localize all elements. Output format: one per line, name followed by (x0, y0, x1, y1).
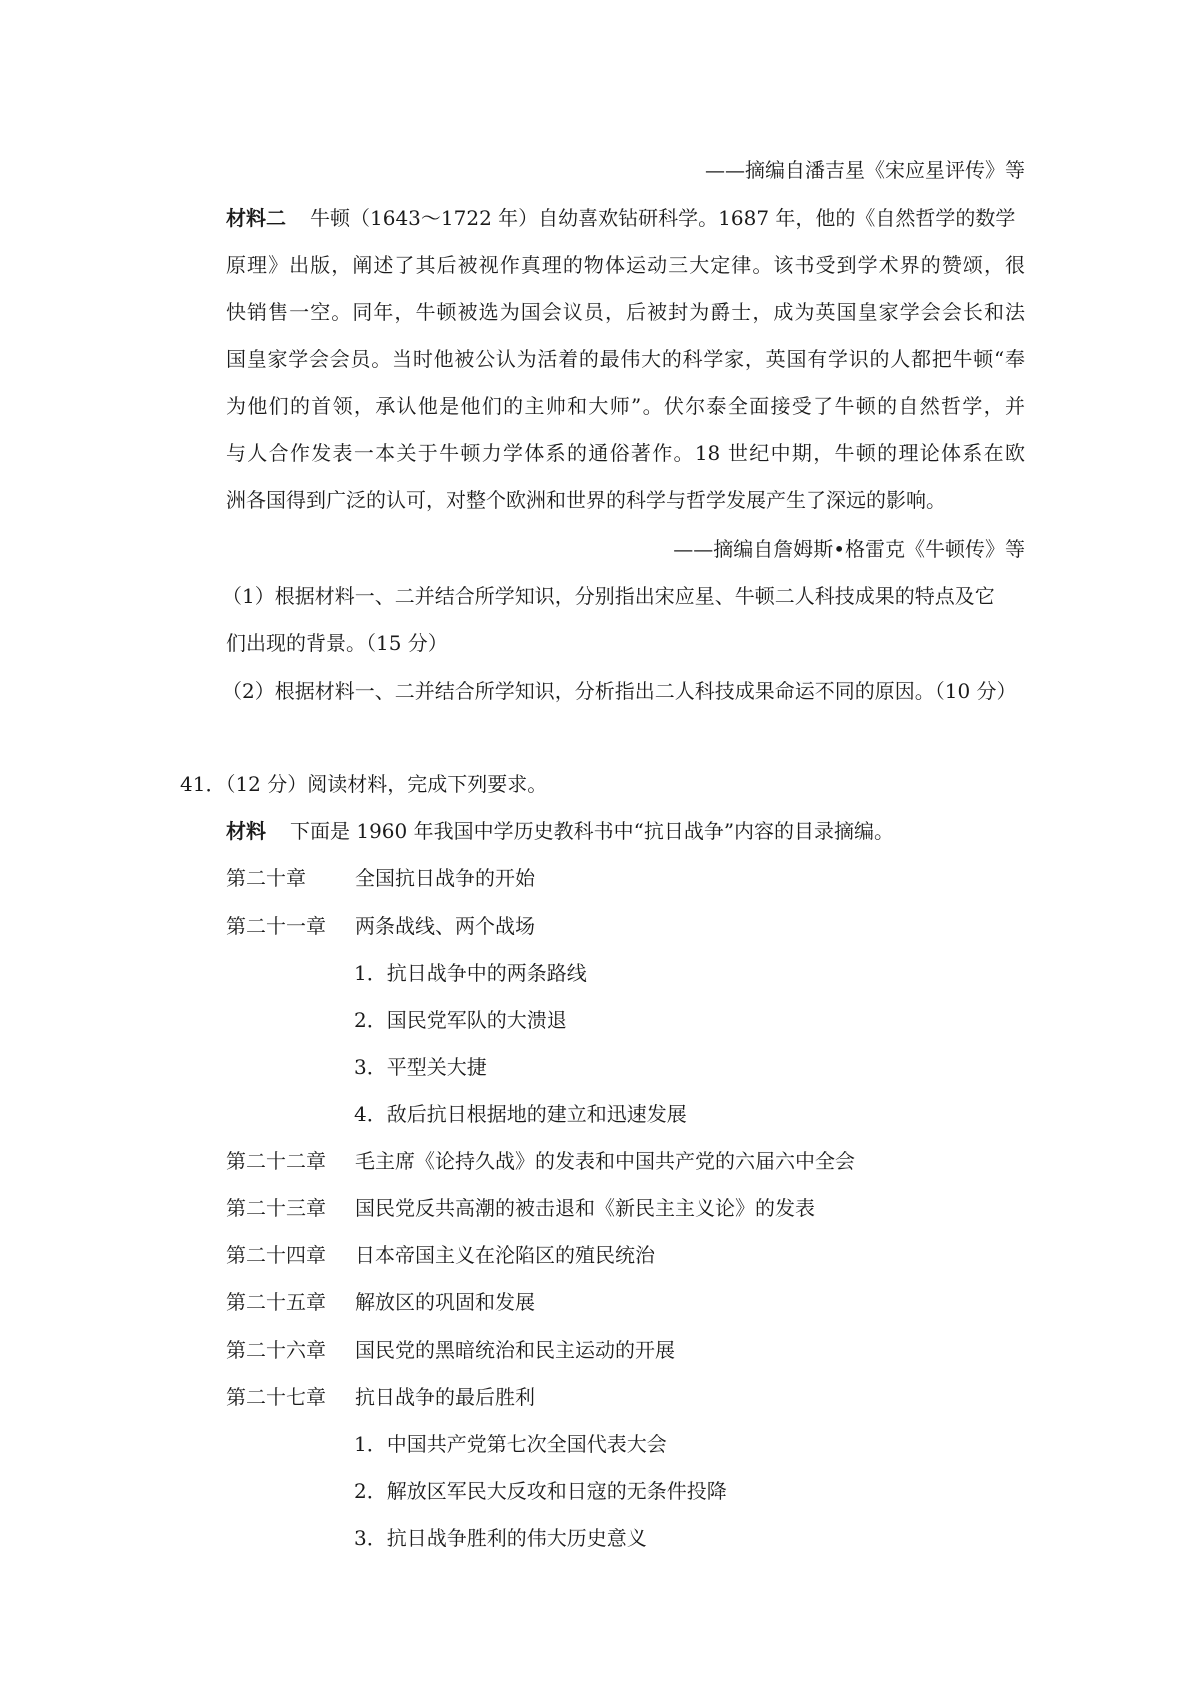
material-2-line: 为他们的首领，承认他是他们的主帅和大师”。伏尔泰全面接受了牛顿的自然哲学，并 (226, 394, 1025, 418)
question-2: （2）根据材料一、二并结合所学知识，分析指出二人科技成果命运不同的原因。（10 分） (222, 679, 1017, 703)
toc-chapter: 第二十二章 (226, 1149, 326, 1173)
question-41-header: 41．（12 分）阅读材料，完成下列要求。 (180, 772, 548, 796)
toc-chapter-title: 解放区的巩固和发展 (355, 1290, 535, 1314)
toc-chapter: 第二十五章 (226, 1290, 326, 1314)
material-2-line: 洲各国得到广泛的认可，对整个欧洲和世界的科学与哲学发展产生了深远的影响。 (226, 488, 946, 512)
toc-chapter-title: 全国抗日战争的开始 (355, 866, 535, 890)
toc-chapter-title: 日本帝国主义在沦陷区的殖民统治 (355, 1243, 655, 1267)
toc-chapter-title: 毛主席《论持久战》的发表和中国共产党的六届六中全会 (355, 1149, 855, 1173)
material-2-line: 原理》出版，阐述了其后被视作真理的物体运动三大定律。该书受到学术界的赞颂，很 (226, 253, 1025, 277)
material-2-line: 国皇家学会会员。当时他被公认为活着的最伟大的科学家，英国有学识的人都把牛顿“奉 (226, 347, 1025, 371)
material-text: 下面是 1960 年我国中学历史教科书中“抗日战争”内容的目录摘编。 (290, 819, 895, 843)
material-label: 材料 (226, 819, 266, 843)
toc-chapter: 第二十章 (226, 866, 306, 890)
toc-chapter: 第二十七章 (226, 1385, 326, 1409)
toc-sub-item: 1．中国共产党第七次全国代表大会 (354, 1432, 667, 1456)
material-2-line: 与人合作发表一本关于牛顿力学体系的通俗著作。18 世纪中期，牛顿的理论体系在欧 (226, 441, 1025, 465)
material-2-line: 牛顿（1643～1722 年）自幼喜欢钻研科学。1687 年，他的《自然哲学的数学 (310, 206, 1016, 230)
question-1-line-1: （1）根据材料一、二并结合所学知识，分别指出宋应星、牛顿二人科技成果的特点及它 (222, 584, 995, 608)
toc-sub-item: 4．敌后抗日根据地的建立和迅速发展 (354, 1102, 687, 1126)
material-2-line: 快销售一空。同年，牛顿被选为国会议员，后被封为爵士，成为英国皇家学会会长和法 (226, 300, 1025, 324)
toc-chapter-title: 国民党的黑暗统治和民主运动的开展 (355, 1338, 675, 1362)
toc-sub-item: 1．抗日战争中的两条路线 (354, 961, 587, 985)
toc-chapter: 第二十一章 (226, 914, 326, 938)
toc-chapter-title: 国民党反共高潮的被击退和《新民主主义论》的发表 (355, 1196, 815, 1220)
toc-sub-item: 3．抗日战争胜利的伟大历史意义 (354, 1526, 647, 1550)
question-1-line-2: 们出现的背景。（15 分） (226, 631, 448, 655)
material-2-first-line (226, 206, 1015, 230)
toc-sub-item: 2．国民党军队的大溃退 (354, 1008, 567, 1032)
toc-chapter: 第二十三章 (226, 1196, 326, 1220)
toc-chapter-title: 抗日战争的最后胜利 (355, 1385, 535, 1409)
question-41-material (226, 819, 894, 843)
toc-sub-item: 2．解放区军民大反攻和日寇的无条件投降 (354, 1479, 727, 1503)
material-2-label: 材料二 (226, 206, 286, 230)
source-citation-1: ——摘编自潘吉星《宋应星评传》等 (705, 158, 1025, 182)
source-citation-2: ——摘编自詹姆斯•格雷克《牛顿传》等 (673, 537, 1025, 561)
toc-chapter-title: 两条战线、两个战场 (355, 914, 535, 938)
toc-chapter: 第二十六章 (226, 1338, 326, 1362)
toc-sub-item: 3．平型关大捷 (354, 1055, 487, 1079)
toc-chapter: 第二十四章 (226, 1243, 326, 1267)
